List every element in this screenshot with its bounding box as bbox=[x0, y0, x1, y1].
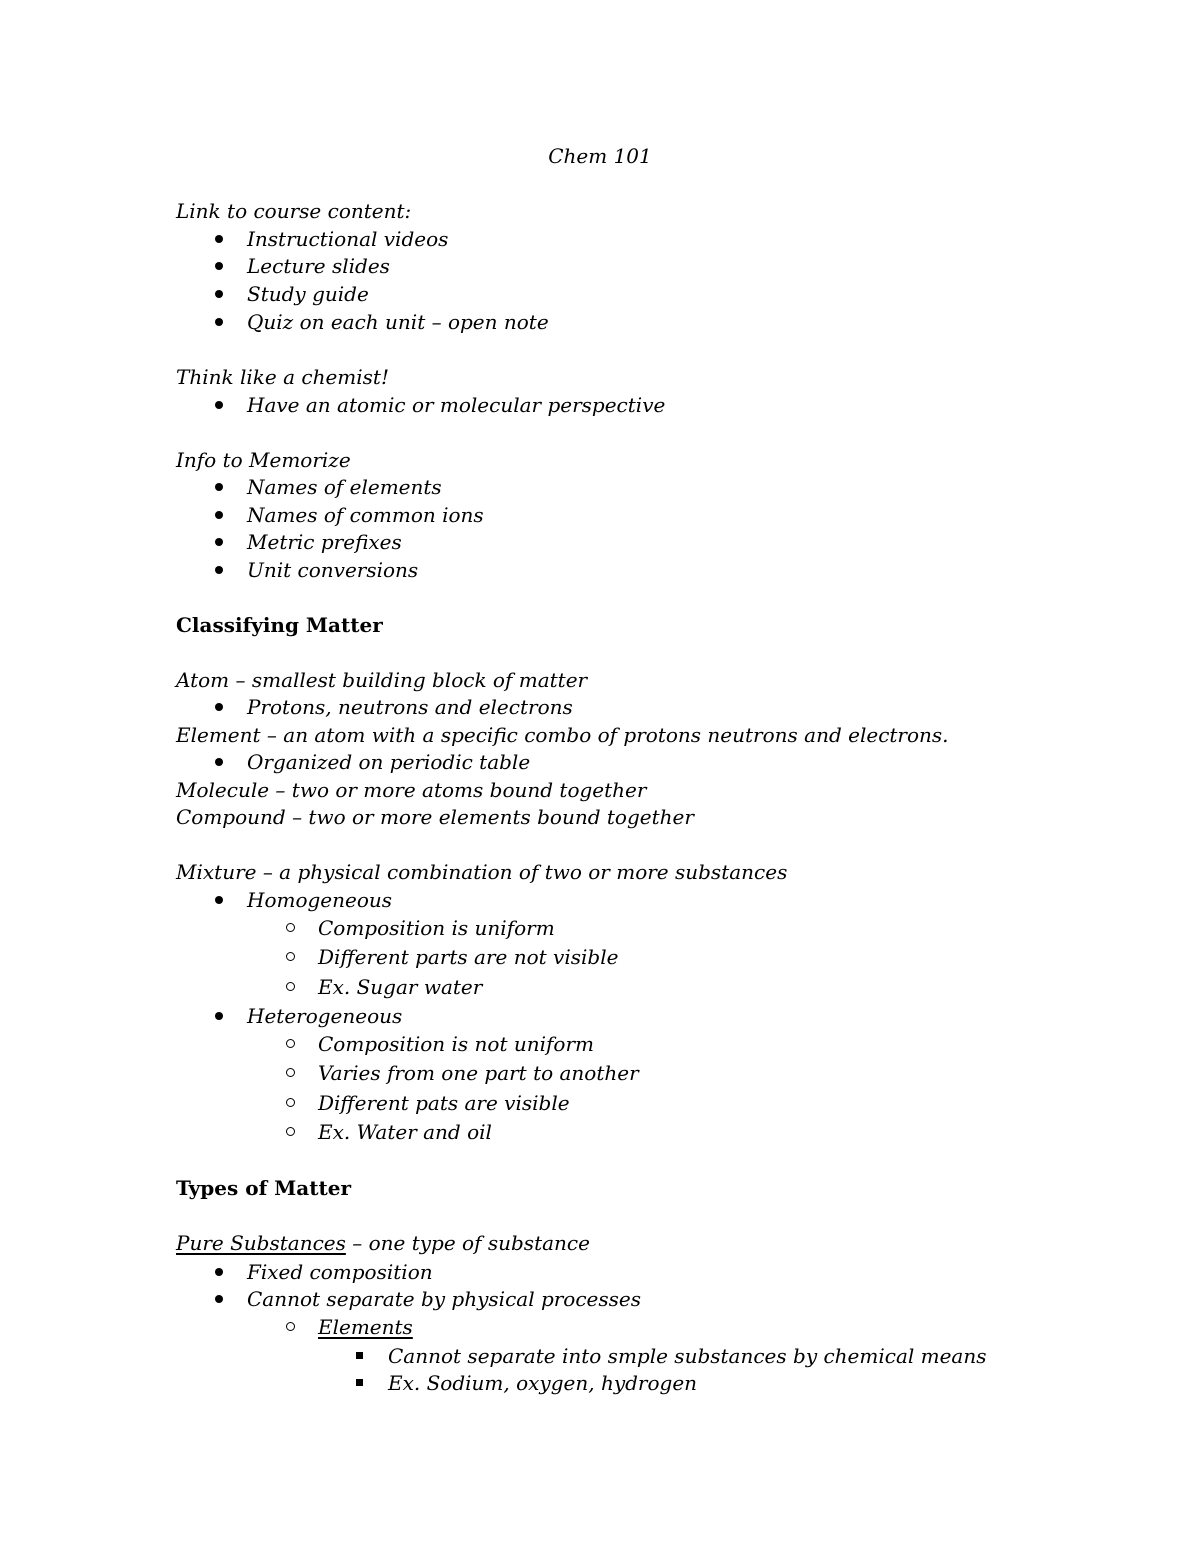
square-bullet-icon bbox=[356, 1352, 363, 1359]
link-item: Instructional videos bbox=[247, 229, 448, 249]
pure-substances-definition bbox=[176, 1233, 590, 1253]
heterogeneous-subitem: Varies from one part to another bbox=[318, 1063, 639, 1083]
homogeneous-subitem: Ex. Sugar water bbox=[318, 977, 482, 997]
bullet-icon bbox=[215, 703, 223, 711]
elements-detail: Ex. Sodium, oxygen, hydrogen bbox=[388, 1373, 697, 1393]
heterogeneous-subitem: Composition is not uniform bbox=[318, 1034, 594, 1054]
square-bullet-icon bbox=[356, 1379, 363, 1386]
homogeneous-item: Homogeneous bbox=[247, 890, 392, 910]
bullet-icon bbox=[215, 1012, 223, 1020]
memorize-item: Names of elements bbox=[247, 477, 442, 497]
homogeneous-subitem: Different parts are not visible bbox=[318, 947, 618, 967]
mixture-definition: Mixture – a physical combination of two or more substances bbox=[176, 860, 788, 884]
elements-detail: Cannot separate into smple substances by chemical means bbox=[388, 1346, 987, 1366]
homogeneous-subitem: Composition is uniform bbox=[318, 918, 555, 938]
pure-substances-label: Pure Substances bbox=[176, 1231, 346, 1255]
pure-substances-text: – one type of substance bbox=[345, 1231, 590, 1255]
circle-bullet-icon bbox=[286, 1127, 295, 1136]
circle-bullet-icon bbox=[286, 1068, 295, 1077]
bullet-icon bbox=[215, 235, 223, 243]
bullet-icon bbox=[215, 566, 223, 574]
link-item: Lecture slides bbox=[247, 256, 390, 276]
element-item: Organized on periodic table bbox=[247, 752, 530, 772]
pure-item: Fixed composition bbox=[247, 1262, 433, 1282]
pure-item: Cannot separate by physical processes bbox=[247, 1289, 641, 1309]
bullet-icon bbox=[215, 511, 223, 519]
atom-item: Protons, neutrons and electrons bbox=[247, 697, 573, 717]
heterogeneous-subitem: Different pats are visible bbox=[318, 1093, 570, 1113]
bullet-icon bbox=[215, 1295, 223, 1303]
bullet-icon bbox=[215, 896, 223, 904]
classifying-heading: Classifying Matter bbox=[176, 613, 383, 637]
element-definition: Element – an atom with a specific combo of protons neutrons and electrons. bbox=[176, 723, 949, 747]
link-item: Study guide bbox=[247, 284, 369, 304]
types-heading: Types of Matter bbox=[176, 1176, 351, 1200]
circle-bullet-icon bbox=[286, 1098, 295, 1107]
elements-subitem: Elements bbox=[318, 1317, 413, 1337]
link-heading: Link to course content: bbox=[176, 199, 412, 223]
heterogeneous-item: Heterogeneous bbox=[247, 1006, 402, 1026]
compound-definition: Compound – two or more elements bound together bbox=[176, 805, 694, 829]
circle-bullet-icon bbox=[286, 952, 295, 961]
atom-definition: Atom – smallest building block of matter bbox=[176, 668, 588, 692]
circle-bullet-icon bbox=[286, 982, 295, 991]
link-item: Quiz on each unit – open note bbox=[247, 312, 549, 332]
memorize-item: Unit conversions bbox=[247, 560, 418, 580]
molecule-definition: Molecule – two or more atoms bound together bbox=[176, 778, 647, 802]
think-heading: Think like a chemist! bbox=[176, 365, 389, 389]
circle-bullet-icon bbox=[286, 1322, 295, 1331]
bullet-icon bbox=[215, 318, 223, 326]
bullet-icon bbox=[215, 1268, 223, 1276]
memorize-heading: Info to Memorize bbox=[176, 448, 351, 472]
memorize-item: Names of common ions bbox=[247, 505, 484, 525]
bullet-icon bbox=[215, 262, 223, 270]
heterogeneous-subitem: Ex. Water and oil bbox=[318, 1122, 492, 1142]
think-item: Have an atomic or molecular perspective bbox=[247, 395, 665, 415]
memorize-item: Metric prefixes bbox=[247, 532, 402, 552]
bullet-icon bbox=[215, 758, 223, 766]
bullet-icon bbox=[215, 483, 223, 491]
page-title: Chem 101 bbox=[548, 144, 652, 168]
bullet-icon bbox=[215, 401, 223, 409]
circle-bullet-icon bbox=[286, 923, 295, 932]
bullet-icon bbox=[215, 538, 223, 546]
circle-bullet-icon bbox=[286, 1039, 295, 1048]
bullet-icon bbox=[215, 290, 223, 298]
